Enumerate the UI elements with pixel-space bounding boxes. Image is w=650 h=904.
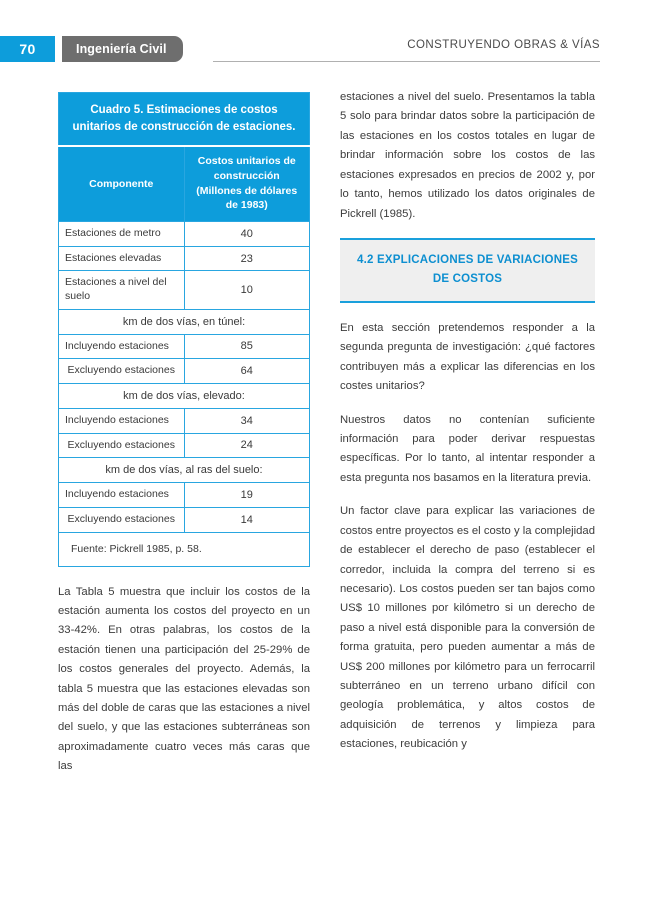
page-number: 70 (0, 36, 55, 62)
table-row (59, 408, 310, 433)
left-column (58, 92, 310, 791)
table-body (59, 93, 310, 567)
table-header-row (59, 146, 310, 221)
row-label: Incluyendo estaciones (59, 334, 185, 359)
journal-name-tab: Ingeniería Civil (62, 36, 183, 62)
table-source-row (59, 532, 310, 566)
row-value: 40 (184, 222, 310, 247)
column-header-costos-unitarios: Costos unitarios de construcción (Millones de dólares de 1983) (184, 146, 310, 221)
table-row (59, 507, 310, 532)
section-label: km de dos vías, elevado: (59, 383, 310, 408)
running-title: CONSTRUYENDO OBRAS & VÍAS (407, 39, 600, 51)
row-label: Incluyendo estaciones (59, 408, 185, 433)
right-paragraph-1: estaciones a nivel del suelo. Presentamos la tabla 5 solo para brindar datos sobre la participación de las estaciones en los costos totales en lugar de brindar información sobre los costos de las estaciones expresados en precios de 2002 y, por lo tanto, hemos utilizado los datos originales de Pickrell (1985). (340, 91, 595, 220)
section-label: km de dos vías, en túnel: (59, 309, 310, 334)
table-row (59, 433, 310, 458)
table-section-row (59, 383, 310, 408)
row-label: Excluyendo estaciones (59, 433, 185, 458)
row-label: Estaciones de metro (59, 222, 185, 247)
right-column (340, 88, 595, 769)
column-header-componente: Componente (59, 146, 185, 221)
table-section-row (59, 309, 310, 334)
row-value: 23 (184, 246, 310, 271)
right-paragraph-4: Un factor clave para explicar las variaciones de costos entre proyectos es el costo y la complejidad de establecer el derecho de paso (establecer el corredor, incluida la compra del terreno si es necesario). Los costos pueden ser tan bajos como US$ 10 millones por kilómetro si un derecho de paso a nivel está disponible para la conversión de forma gratuita, pero pueden aumentar a más de US$ 200 millones por kilómetro para un ferrocarril subterráneo en un terreno urbano difícil con geología problemática, y altos costos de adquisición de terrenos y limpieza para estaciones, reubicación y (340, 505, 595, 751)
row-label: Estaciones a nivel del suelo (59, 271, 185, 309)
row-label: Excluyendo estaciones (59, 507, 185, 532)
table-row (59, 334, 310, 359)
table-row (59, 359, 310, 384)
right-paragraph-2: En esta sección pretendemos responder a la segunda pregunta de investigación: ¿qué factores contribuyen más a explicar las diferencias en los costes unitarios? (340, 321, 595, 393)
row-value: 24 (184, 433, 310, 458)
row-label: Incluyendo estaciones (59, 483, 185, 508)
section-label: km de dos vías, al ras del suelo: (59, 458, 310, 483)
right-paragraph-3: Nuestros datos no contenían suficiente información para poder derivar respuestas específicas. Por lo tanto, al intentar responder a esta pregunta nos basamos en la literatura previa. (340, 413, 595, 484)
cost-estimates-table (58, 92, 310, 567)
header-divider (213, 61, 600, 62)
section-heading-4-2: 4.2 EXPLICACIONES DE VARIACIONES DE COSTOS (340, 238, 595, 303)
table-row (59, 246, 310, 271)
table-title-row (59, 93, 310, 147)
left-paragraph-1: La Tabla 5 muestra que incluir los costos de la estación aumenta los costos del proyecto en un 33-42%. En otras palabras, los costos de la estación tienen una participación del 25-29% de los costos generales del proyecto. Además, la tabla 5 muestra que las estaciones elevadas son más del doble de caras que las estaciones a nivel del suelo, y que las estaciones subterráneas son aproximadamente cuatro veces más caras que las (58, 585, 310, 773)
table-section-row (59, 458, 310, 483)
table-row (59, 483, 310, 508)
table-source: Fuente: Pickrell 1985, p. 58. (59, 532, 310, 566)
row-value: 14 (184, 507, 310, 532)
table-caption: Cuadro 5. Estimaciones de costos unitarios de construcción de estaciones. (59, 93, 310, 147)
table-row (59, 222, 310, 247)
row-label: Estaciones elevadas (59, 246, 185, 271)
table-row (59, 271, 310, 309)
row-value: 34 (184, 408, 310, 433)
row-value: 10 (184, 271, 310, 309)
row-value: 64 (184, 359, 310, 384)
row-value: 19 (184, 483, 310, 508)
row-label: Excluyendo estaciones (59, 359, 185, 384)
page-header (0, 36, 650, 62)
row-value: 85 (184, 334, 310, 359)
